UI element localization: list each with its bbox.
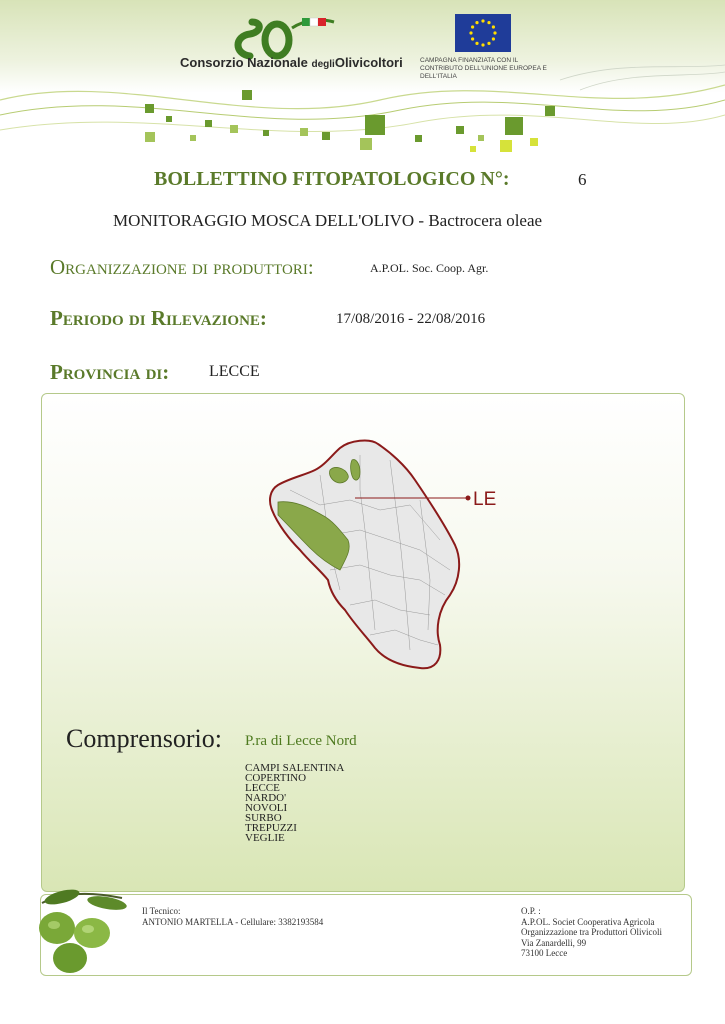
province-value: LECCE [209,363,260,380]
tecnico-value: ANTONIO MARTELLA - Cellulare: 3382193584 [142,917,324,927]
province-outline [270,441,459,669]
town-item: SURBO [245,812,282,824]
bulletin-subtitle: MONITORAGGIO MOSCA DELL'OLIVO - Bactrocera oleae [113,211,543,230]
op-line: 73100 Lecce [521,948,568,958]
op-line: A.P.OL. Societ Cooperativa Agricola [521,916,655,927]
town-item: COPERTINO [245,772,307,784]
comprensorio-value: P.ra di Lecce Nord [245,733,357,749]
town-item: TREPUZZI [245,822,297,834]
tecnico-label: Il Tecnico: [142,906,181,916]
comprensorio-label: Comprensorio: [66,724,222,753]
bulletin-number: 6 [578,170,587,189]
op-line: Via Zanardelli, 99 [521,937,587,948]
eu-flag [455,14,511,52]
eu-stars-icon [455,14,511,52]
olive-branch-icon [32,883,132,978]
period-label: Periodo di Rilevazione: [50,306,267,330]
towns-list [245,763,344,843]
town-item: VEGLIE [245,832,285,844]
op-line: Organizzazione tra Produttori Olivicoli [521,927,663,937]
bulletin-title: BOLLETTINO FITOPATOLOGICO N°: [154,168,510,190]
town-item: CAMPI SALENTINA [245,762,345,774]
header-decoration [0,60,725,155]
eu-funding-text: CAMPAGNA FINANZIATA CON IL CONTRIBUTO DELL'UNIONE EUROPEA E DELL'ITALIA [420,57,547,80]
op-info [521,906,662,959]
org-name: Consorzio Nazionale degliOlivicoltori [180,55,403,70]
op-line: O.P. : [521,906,541,916]
org-value: A.P.OL. Soc. Coop. Agr. [370,261,489,275]
period-value: 17/08/2016 - 22/08/2016 [336,311,486,327]
org-label: Organizzazione di produttori: [50,255,314,279]
town-item: LECCE [245,782,280,794]
province-code: LE [473,489,497,510]
province-label: Provincia di: [50,360,170,384]
town-item: NARDO' [245,792,287,804]
province-map [260,430,510,680]
town-item: NOVOLI [245,802,288,814]
